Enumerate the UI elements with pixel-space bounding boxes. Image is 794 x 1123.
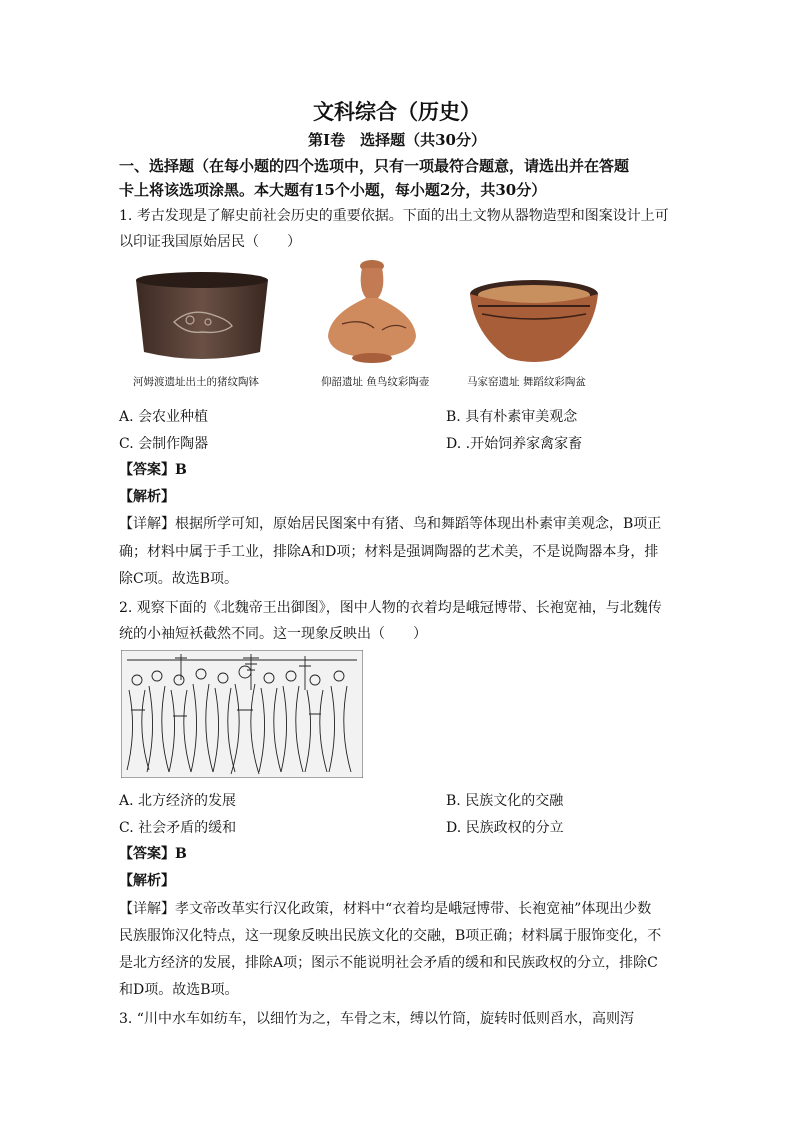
section-heading-line2: 卡上将该选项涂黑。本大题有15个小题，每小题2分，共30分） [119, 181, 547, 199]
northern-wei-procession-image [121, 650, 363, 778]
caption-fish-bird-jar: 仰韶遗址 鱼鸟纹彩陶壶 [321, 376, 430, 388]
q1-analysis-label: 【解析】 [119, 489, 175, 505]
q2-analysis-label: 【解析】 [119, 873, 175, 889]
q1-detail-line2: 确；材料中属于手工业，排除A和D项；材料是强调陶器的艺术美，不是说陶器本身，排 [119, 544, 659, 560]
q1-option-a: A. 会农业种植 [119, 409, 209, 425]
q2-detail-line4: 和D项。故选B项。 [119, 982, 239, 998]
section-subtitle: 第Ⅰ卷 选择题（共30分） [308, 131, 486, 149]
q2-option-c: C. 社会矛盾的缓和 [119, 820, 237, 836]
q1-detail-line1: 【详解】根据所学可知，原始居民图案中有猪、鸟和舞蹈等体现出朴素审美观念，B项正 [119, 516, 662, 532]
pig-pattern-bowl-image [132, 268, 272, 368]
q2-answer: 【答案】B [119, 846, 187, 862]
q2-detail-line3: 是北方经济的发展，排除A项；图示不能说明社会矛盾的缓和和民族政权的分立，排除C [119, 955, 658, 971]
fish-bird-jar-image [322, 258, 422, 370]
section-heading-line1: 一、选择题（在每小题的四个选项中，只有一项最符合题意，请选出并在答题 [119, 157, 630, 175]
q2-stem-line1: 2. 观察下面的《北魏帝王出御图》，图中人物的衣着均是峨冠博带、长袍宽袖，与北魏传 [119, 600, 662, 616]
q2-detail-line2: 民族服饰汉化特点，这一现象反映出民族文化的交融，B项正确；材料属于服饰变化，不 [119, 928, 662, 944]
q1-stem-line2: 以印证我国原始居民（ ） [119, 234, 301, 250]
q1-answer: 【答案】B [119, 462, 187, 478]
q3-stem-line1: 3. “川中水车如纺车，以细竹为之，车骨之末，缚以竹筒，旋转时低则舀水，高则泻 [119, 1011, 634, 1027]
q2-option-d: D. 民族政权的分立 [446, 820, 564, 836]
q1-option-b: B. 具有朴素审美观念 [446, 409, 578, 425]
dancer-pattern-basin-image [468, 278, 600, 366]
q1-option-d: D. .开始饲养家禽家畜 [446, 436, 583, 452]
q1-stem-line1: 1. 考古发现是了解史前社会历史的重要依据。下面的出土文物从器物造型和图案设计上可 [119, 208, 669, 224]
q2-stem-line2: 统的小袖短袄截然不同。这一现象反映出（ ） [119, 626, 427, 642]
caption-pig-bowl: 河姆渡遗址出土的猪纹陶钵 [133, 376, 259, 388]
page-title: 文科综合（历史） [313, 99, 481, 124]
q2-option-b: B. 民族文化的交融 [446, 793, 564, 809]
q1-option-c: C. 会制作陶器 [119, 436, 209, 452]
q2-option-a: A. 北方经济的发展 [119, 793, 237, 809]
q1-detail-line3: 除C项。故选B项。 [119, 571, 238, 587]
caption-dancer-basin: 马家窑遗址 舞蹈纹彩陶盆 [467, 376, 586, 388]
q2-detail-line1: 【详解】孝文帝改革实行汉化政策，材料中“衣着均是峨冠博带、长袍宽袖”体现出少数 [119, 901, 652, 917]
